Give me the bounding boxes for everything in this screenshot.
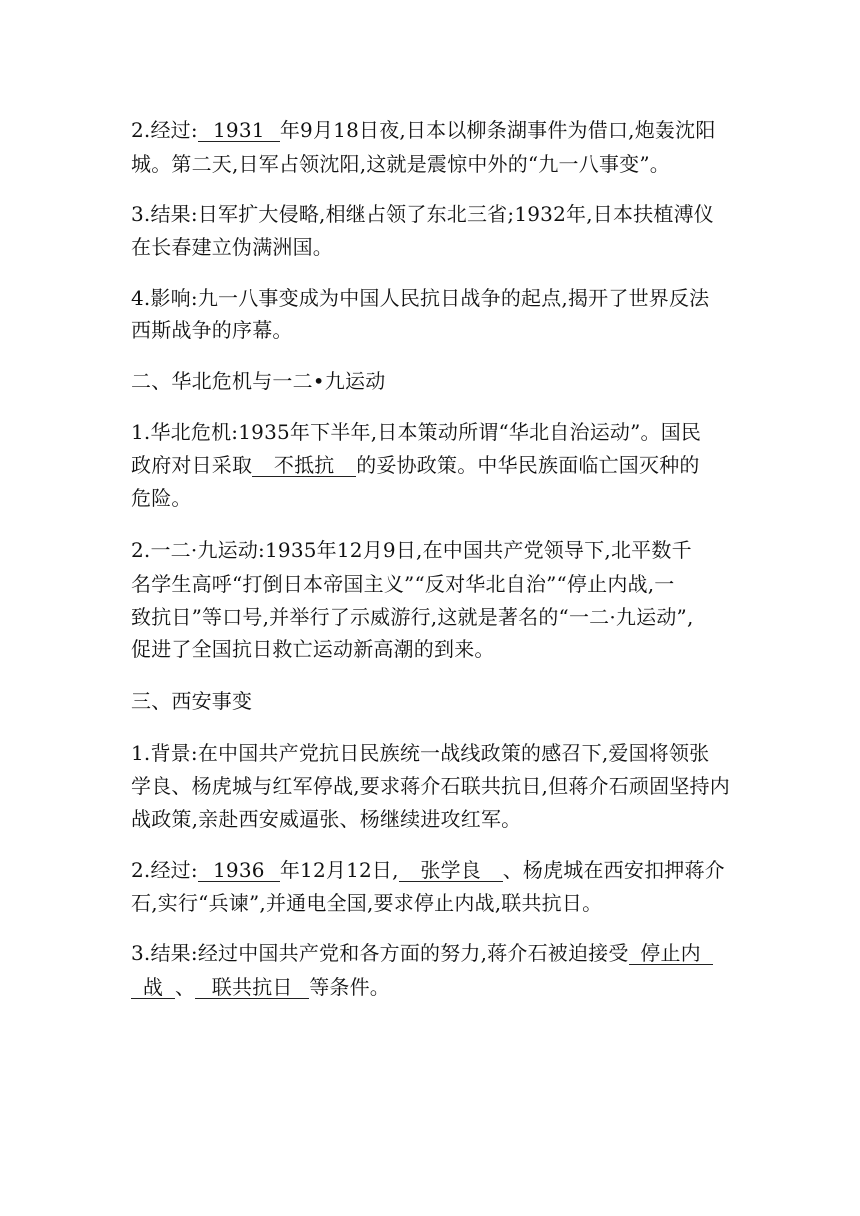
fill-in-answer: 战: [131, 976, 175, 999]
text-line: [131, 599, 694, 635]
text-segment: 年12月12日,: [279, 858, 399, 882]
text-line: [131, 566, 674, 602]
text-segment: 的妥协政策。中华民族面临亡国灭种的: [356, 453, 700, 477]
text-line: [131, 532, 692, 568]
text-line: [131, 631, 495, 667]
text-line: [131, 768, 730, 804]
text-segment: 二、华北危机与一二•九运动: [131, 369, 386, 393]
text-line: [131, 414, 701, 450]
text-line: [131, 363, 385, 399]
text-line: [131, 735, 709, 771]
text-segment: 3.结果:经过中国共产党和各方面的努力,蒋介石被迫接受: [131, 941, 629, 965]
text-line: [131, 312, 293, 348]
text-line: [131, 280, 709, 316]
text-segment: 年9月18日夜,日本以柳条湖事件为借口,炮轰沈阳: [279, 118, 716, 142]
text-segment: 名学生高呼“打倒日本帝国主义”“反对华北自治”“停止内战,一: [131, 572, 675, 596]
text-segment: 1.背景:在中国共产党抗日民族统一战线政策的感召下,爱国将领张: [131, 741, 710, 765]
text-line: [131, 229, 333, 265]
text-segment: 1.华北危机:1935年下半年,日本策动所谓“华北自治运动”。国民: [131, 420, 702, 444]
text-segment: 危险。: [131, 486, 192, 510]
text-line: [131, 969, 390, 1005]
text-line: [131, 447, 700, 483]
fill-in-answer: 1931: [198, 119, 280, 142]
text-line: [131, 196, 714, 232]
fill-in-answer: 张学良: [399, 859, 503, 882]
fill-in-answer: 不抵抗: [252, 454, 356, 477]
text-segment: 2.经过:: [131, 118, 198, 142]
text-segment: 政府对日采取: [131, 453, 253, 477]
text-segment: 2.经过:: [131, 858, 198, 882]
text-line: [131, 852, 725, 888]
text-segment: 学良、杨虎城与红军停战,要求蒋介石联共抗日,但蒋介石顽固坚持内: [131, 774, 730, 798]
fill-in-answer: 联共抗日: [195, 976, 309, 999]
text-segment: 城。第二天,日军占领沈阳,这就是震惊中外的“九一八事变”。: [131, 152, 670, 176]
text-segment: 西斯战争的序幕。: [131, 318, 293, 342]
text-line: [131, 935, 713, 971]
text-segment: 2.一二·九运动:1935年12月9日,在中国共产党领导下,北平数千: [131, 538, 692, 562]
text-segment: 促进了全国抗日救亡运动新高潮的到来。: [131, 637, 495, 661]
text-segment: 石,实行“兵谏”,并通电全国,要求停止内战,联共抗日。: [131, 891, 603, 915]
text-segment: 致抗日”等口号,并举行了示威游行,这就是著名的“一二·九运动”,: [131, 605, 694, 629]
text-segment: 4.影响:九一八事变成为中国人民抗日战争的起点,揭开了世界反法: [131, 286, 710, 310]
text-line: [131, 683, 252, 719]
text-line: [131, 480, 192, 516]
text-segment: 等条件。: [309, 975, 391, 999]
text-line: [131, 146, 670, 182]
text-line: [131, 801, 521, 837]
text-segment: 战政策,亲赴西安威逼张、杨继续进攻红军。: [131, 807, 522, 831]
fill-in-answer: 1936: [198, 859, 280, 882]
fill-in-answer: 停止内: [629, 942, 713, 965]
text-line: [131, 885, 602, 921]
text-segment: 、: [175, 975, 196, 999]
text-segment: 、杨虎城在西安扣押蒋介: [502, 858, 725, 882]
text-segment: 在长春建立伪满洲国。: [131, 235, 333, 259]
text-line: [131, 112, 716, 148]
text-segment: 3.结果:日军扩大侵略,相继占领了东北三省;1932年,日本扶植溥仪: [131, 202, 714, 226]
text-segment: 三、西安事变: [131, 689, 253, 713]
